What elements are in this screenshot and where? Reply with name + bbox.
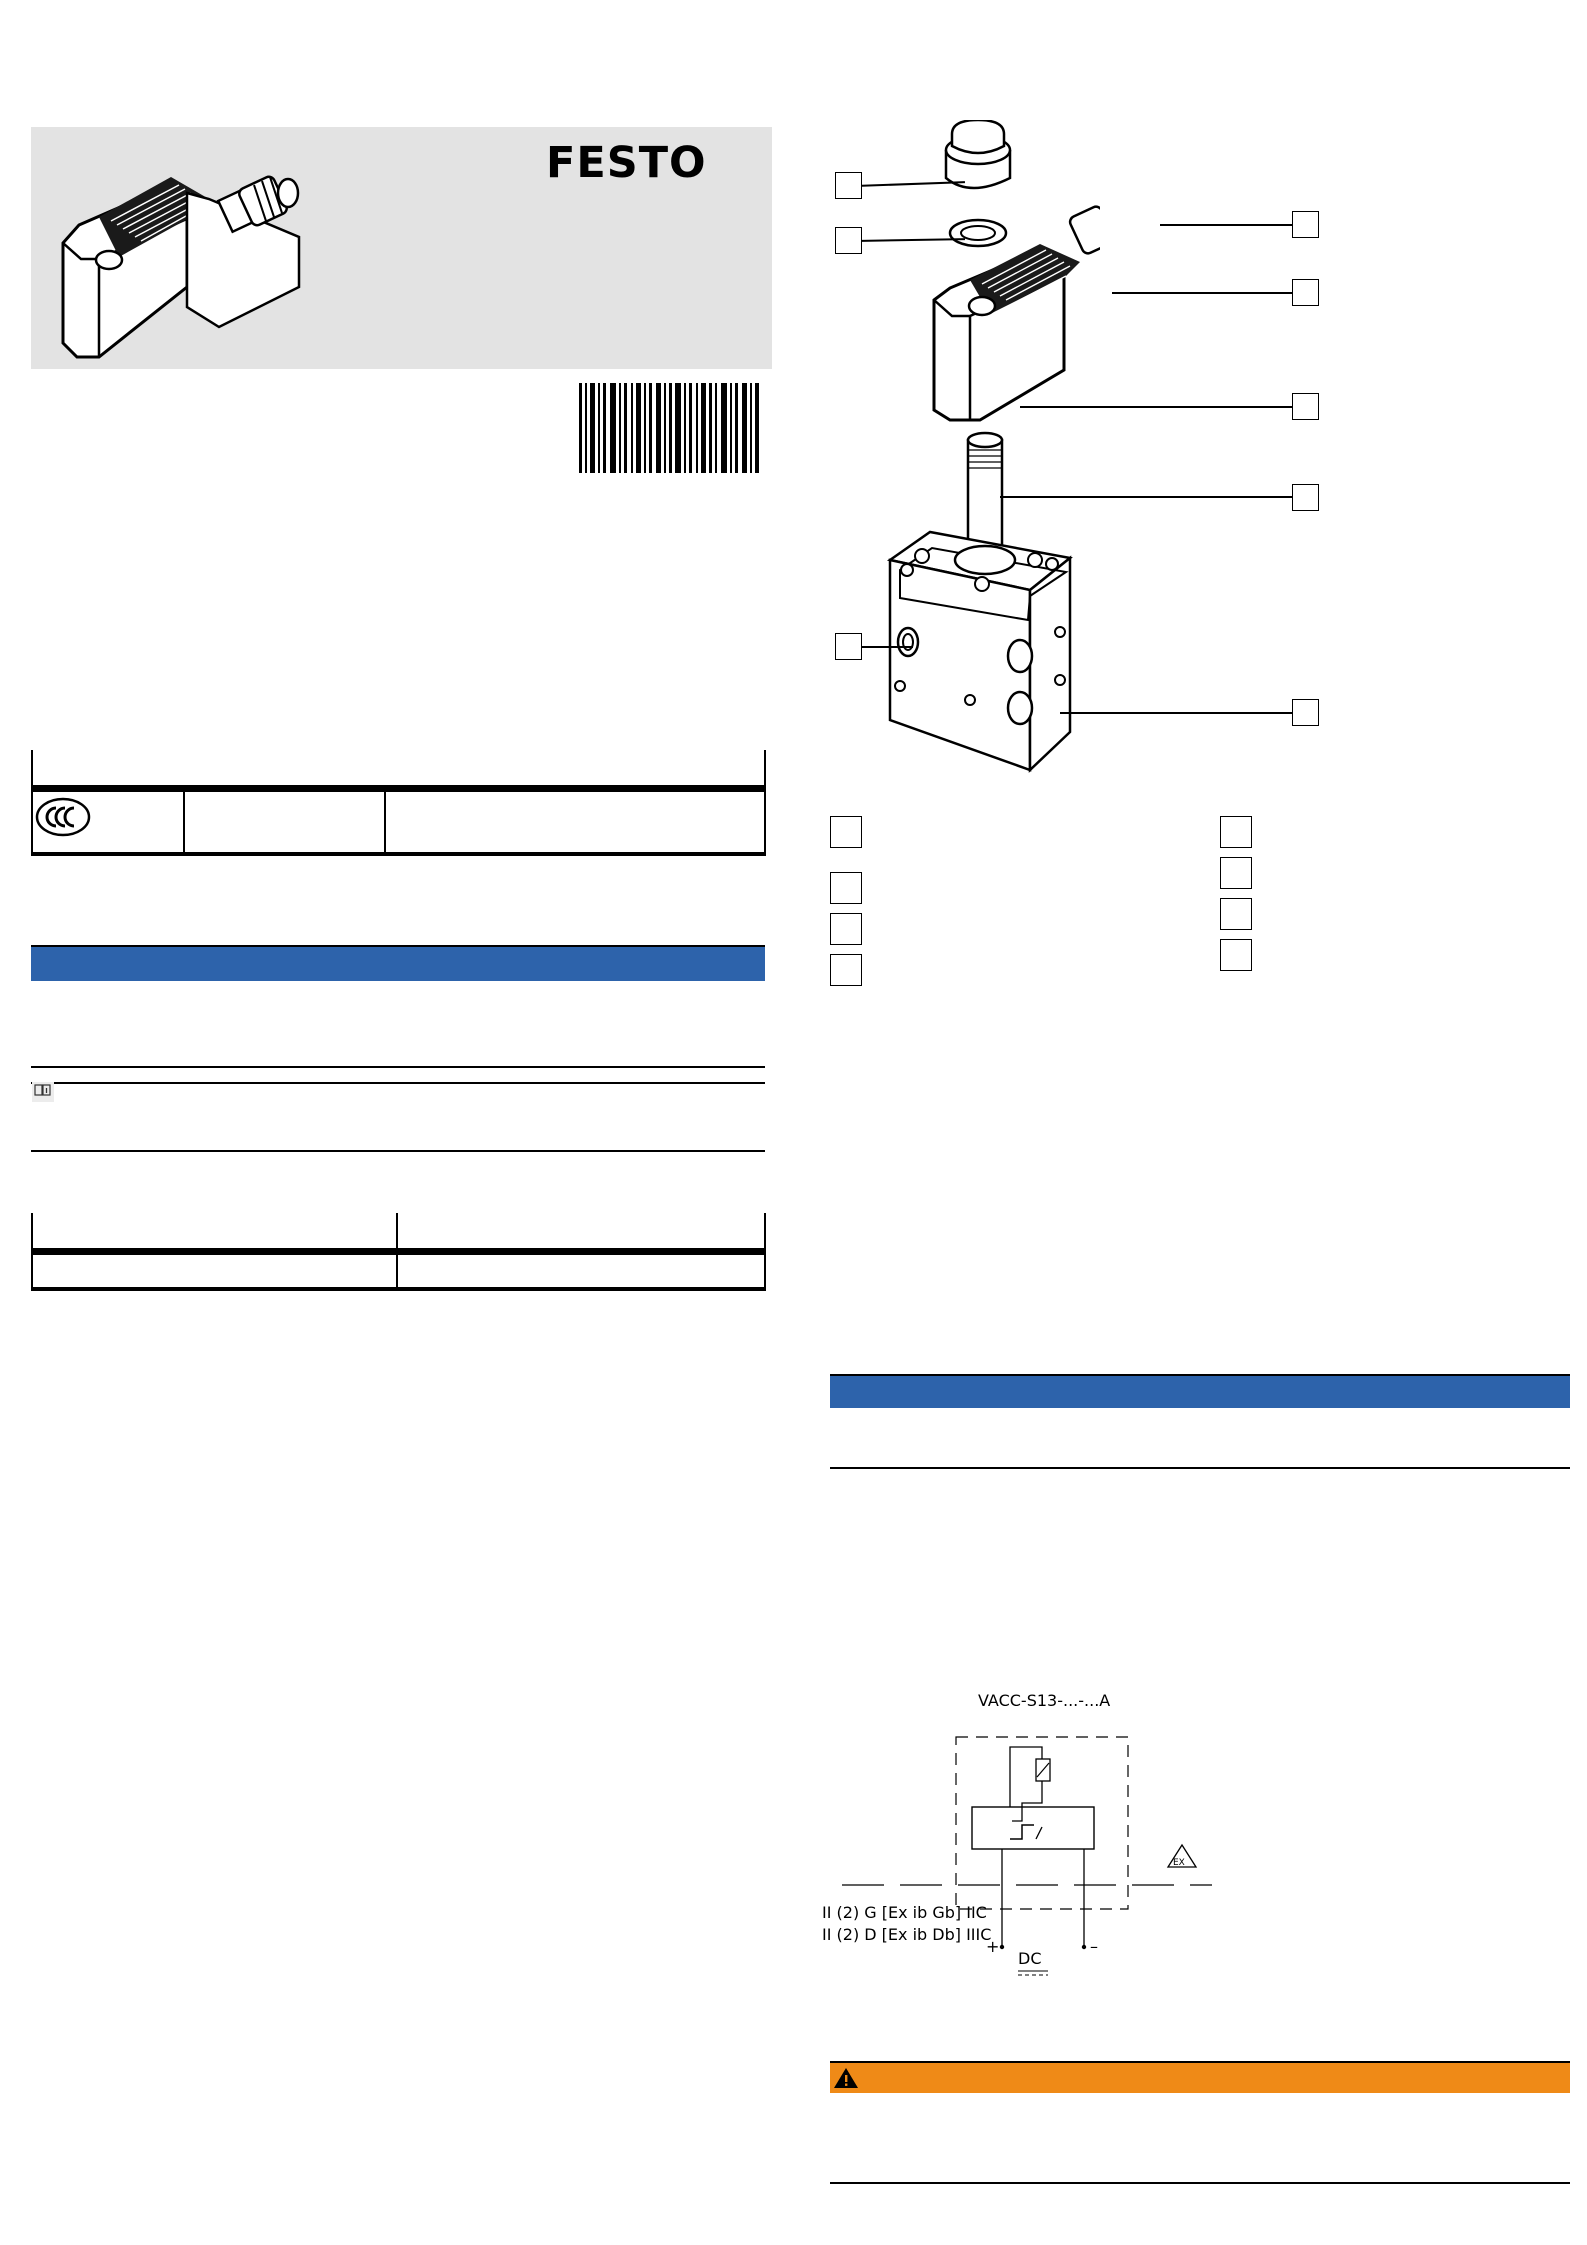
table-border — [31, 750, 33, 856]
callout-leader — [1020, 406, 1292, 408]
callout-leader — [1160, 224, 1292, 226]
barcode — [579, 383, 760, 473]
exploded-view-illustration — [870, 120, 1100, 780]
callout-box — [1292, 211, 1319, 238]
plus-terminal: + — [986, 1937, 1000, 1956]
table-border — [764, 750, 766, 856]
table-bottom-rule — [31, 852, 765, 856]
callout-box — [1292, 393, 1319, 420]
atex-marking-gas: II (2) G [Ex ib Gb] IIC — [822, 1903, 987, 1922]
ex-label: EX — [1173, 1858, 1185, 1868]
note-rule — [31, 1082, 765, 1084]
atex-marking-dust: II (2) D [Ex ib Db] IIIC — [822, 1925, 992, 1944]
warning-header-bar — [830, 2063, 1570, 2093]
table-header-rule — [31, 785, 765, 792]
note-rule-top — [31, 1066, 765, 1068]
device-label: VACC-S13-...-...A — [978, 1691, 1111, 1710]
table-bottom-rule — [31, 1287, 765, 1291]
manual-book-icon — [32, 1082, 54, 1102]
dc-supply-label: DC — [1018, 1949, 1042, 1968]
section-rule — [31, 945, 765, 947]
ccc-certification-icon — [35, 797, 91, 837]
warning-triangle-icon — [833, 2066, 859, 2090]
callout-box — [835, 633, 862, 660]
table-cell-divider — [183, 792, 185, 854]
legend-box — [830, 816, 862, 848]
callout-box — [1292, 279, 1319, 306]
circuit-schematic — [822, 1691, 1222, 1991]
callout-box — [835, 172, 862, 199]
legend-box — [1220, 857, 1252, 889]
callout-leader — [1000, 496, 1292, 498]
callout-box — [835, 227, 862, 254]
callout-box — [1292, 484, 1319, 511]
coil-connector-illustration — [59, 137, 349, 365]
legend-box — [1220, 939, 1252, 971]
note-rule-bottom — [31, 1150, 765, 1152]
protective-cap — [946, 120, 1010, 188]
section-header-bar — [31, 947, 765, 981]
callout-leader — [855, 646, 913, 648]
brand-logo: FESTO — [546, 138, 707, 188]
section-header-bar — [830, 1376, 1570, 1408]
minus-terminal: – — [1090, 1937, 1098, 1956]
callout-leader — [1112, 292, 1292, 294]
legend-box — [1220, 898, 1252, 930]
legend-box — [830, 954, 862, 986]
warning-rule-bottom — [830, 2182, 1570, 2184]
table-header-rule — [31, 1248, 765, 1255]
legend-box — [1220, 816, 1252, 848]
legend-box — [830, 872, 862, 904]
section-rule — [830, 1467, 1570, 1469]
table-cell-divider — [384, 792, 386, 854]
callout-box — [1292, 699, 1319, 726]
callout-leader — [1060, 712, 1292, 714]
legend-box — [830, 913, 862, 945]
